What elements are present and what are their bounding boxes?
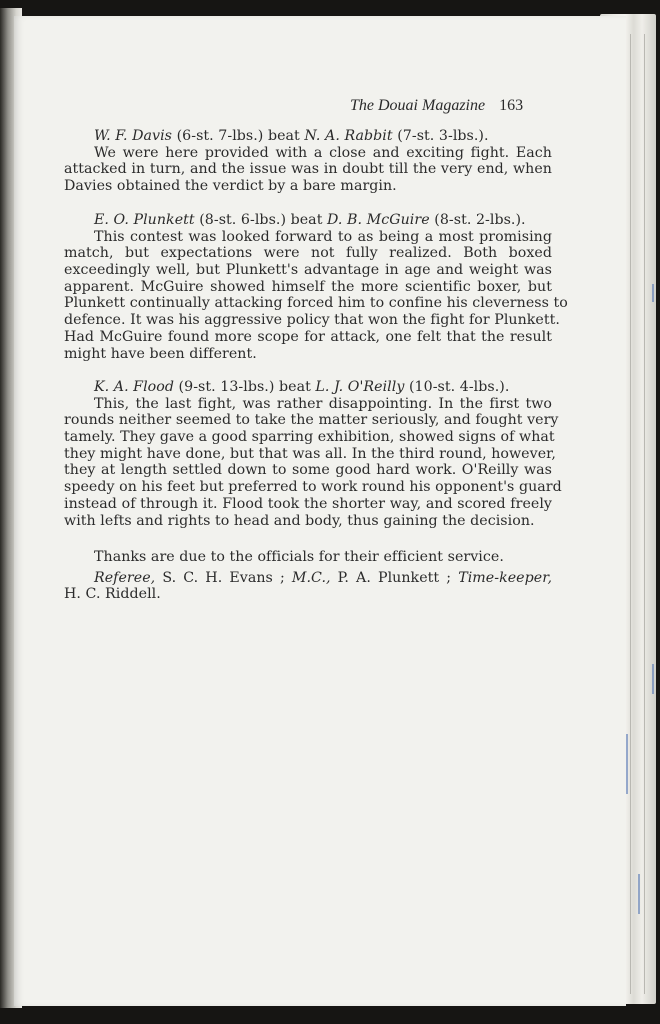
page-edge-line <box>644 34 645 994</box>
paragraph-line: apparent. McGuire showed himself the more scientific boxer, but <box>64 278 552 295</box>
winner-weight: (6-st. 7-lbs.) <box>176 128 264 144</box>
paragraph-line: exceedingly well, but Plunkett's advantage in age and weight was <box>64 262 552 279</box>
referee-name: S. C. H. Evans ; <box>162 569 285 586</box>
paragraph-line: match, but expectations were not fully realized. Both boxed <box>64 245 552 262</box>
winner-weight: (9-st. 13-lbs.) <box>178 379 275 395</box>
paragraph-line: Davies obtained the verdict by a bare margin. <box>64 178 397 195</box>
paragraph-line: speedy on his feet but preferred to work round his opponent's guard <box>64 479 562 496</box>
bout-verb: beat <box>279 379 311 395</box>
bout-verb: beat <box>267 128 300 144</box>
ink-mark <box>652 664 654 694</box>
bout-heading <box>64 128 552 145</box>
bout-heading <box>64 379 552 396</box>
mc-name: P. A. Plunkett ; <box>337 569 452 586</box>
thanks-line: Thanks are due to the officials for their efficient service. <box>94 549 504 565</box>
loser-name: L. J. O'Reilly <box>315 379 405 395</box>
winner-name: K. A. Flood <box>94 379 174 395</box>
paragraph-line: defence. It was his aggressive policy that won the fight for Plunkett. <box>64 312 560 329</box>
winner-name: E. O. Plunkett <box>94 212 195 228</box>
referee-label: Referee, <box>94 569 156 586</box>
paragraph-line: We were here provided with a close and exciting fight. Each <box>94 144 552 161</box>
winner-weight: (8-st. 6-lbs.) <box>199 212 287 228</box>
loser-weight: (8-st. 2-lbs.). <box>434 212 526 228</box>
timekeeper-name: H. C. Riddell. <box>64 586 161 603</box>
ink-mark <box>652 284 654 302</box>
bout-section <box>64 128 552 195</box>
paragraph-line: Plunkett continually attacking forced him to confine his cleverness to <box>64 295 568 312</box>
running-head-title: The Douai Magazine <box>350 97 486 114</box>
paragraph-line: This, the last fight, was rather disappointing. In the first two <box>94 395 552 412</box>
officials-line <box>64 570 552 587</box>
page-number: 163 <box>499 97 524 114</box>
paragraph-line: they at length settled down to some good hard work. O'Reilly was <box>64 462 552 479</box>
winner-name: W. F. Davis <box>94 128 172 144</box>
paragraph-line: tamely. They gave a good sparring exhibition, showed signs of what <box>64 429 555 446</box>
page-edge-line <box>630 34 631 994</box>
timekeeper-label: Time-keeper, <box>458 569 553 586</box>
bout-section <box>64 379 562 529</box>
paragraph-line: rounds neither seemed to take the matter seriously, and fought very <box>64 412 559 429</box>
paragraph-line: might have been different. <box>64 345 257 362</box>
ink-mark <box>626 734 628 794</box>
paragraph-line: they might have done, but that was all. In the third round, however, <box>64 445 556 462</box>
loser-weight: (10-st. 4-lbs.). <box>408 379 510 395</box>
bout-verb: beat <box>290 212 323 228</box>
loser-weight: (7-st. 3-lbs.). <box>397 128 489 144</box>
paragraph-line: instead of through it. Flood took the shorter way, and scored freely <box>64 495 552 512</box>
paragraph-line: Had McGuire found more scope for attack, one felt that the result <box>64 328 552 345</box>
ink-mark <box>638 874 640 914</box>
mc-label: M.C., <box>291 569 331 586</box>
loser-name: D. B. McGuire <box>327 212 430 228</box>
loser-name: N. A. Rabbit <box>304 128 393 144</box>
bout-section <box>64 212 568 362</box>
paragraph-line: attacked in turn, and the issue was in doubt till the very end, when <box>64 161 552 178</box>
paragraph-line: with lefts and rights to head and body, thus gaining the decision. <box>64 512 535 529</box>
book-page <box>14 16 626 1006</box>
closing-section <box>64 549 552 603</box>
running-head <box>350 97 523 115</box>
bout-heading <box>64 212 552 229</box>
paragraph-line: This contest was looked forward to as being a most promising <box>94 228 552 245</box>
